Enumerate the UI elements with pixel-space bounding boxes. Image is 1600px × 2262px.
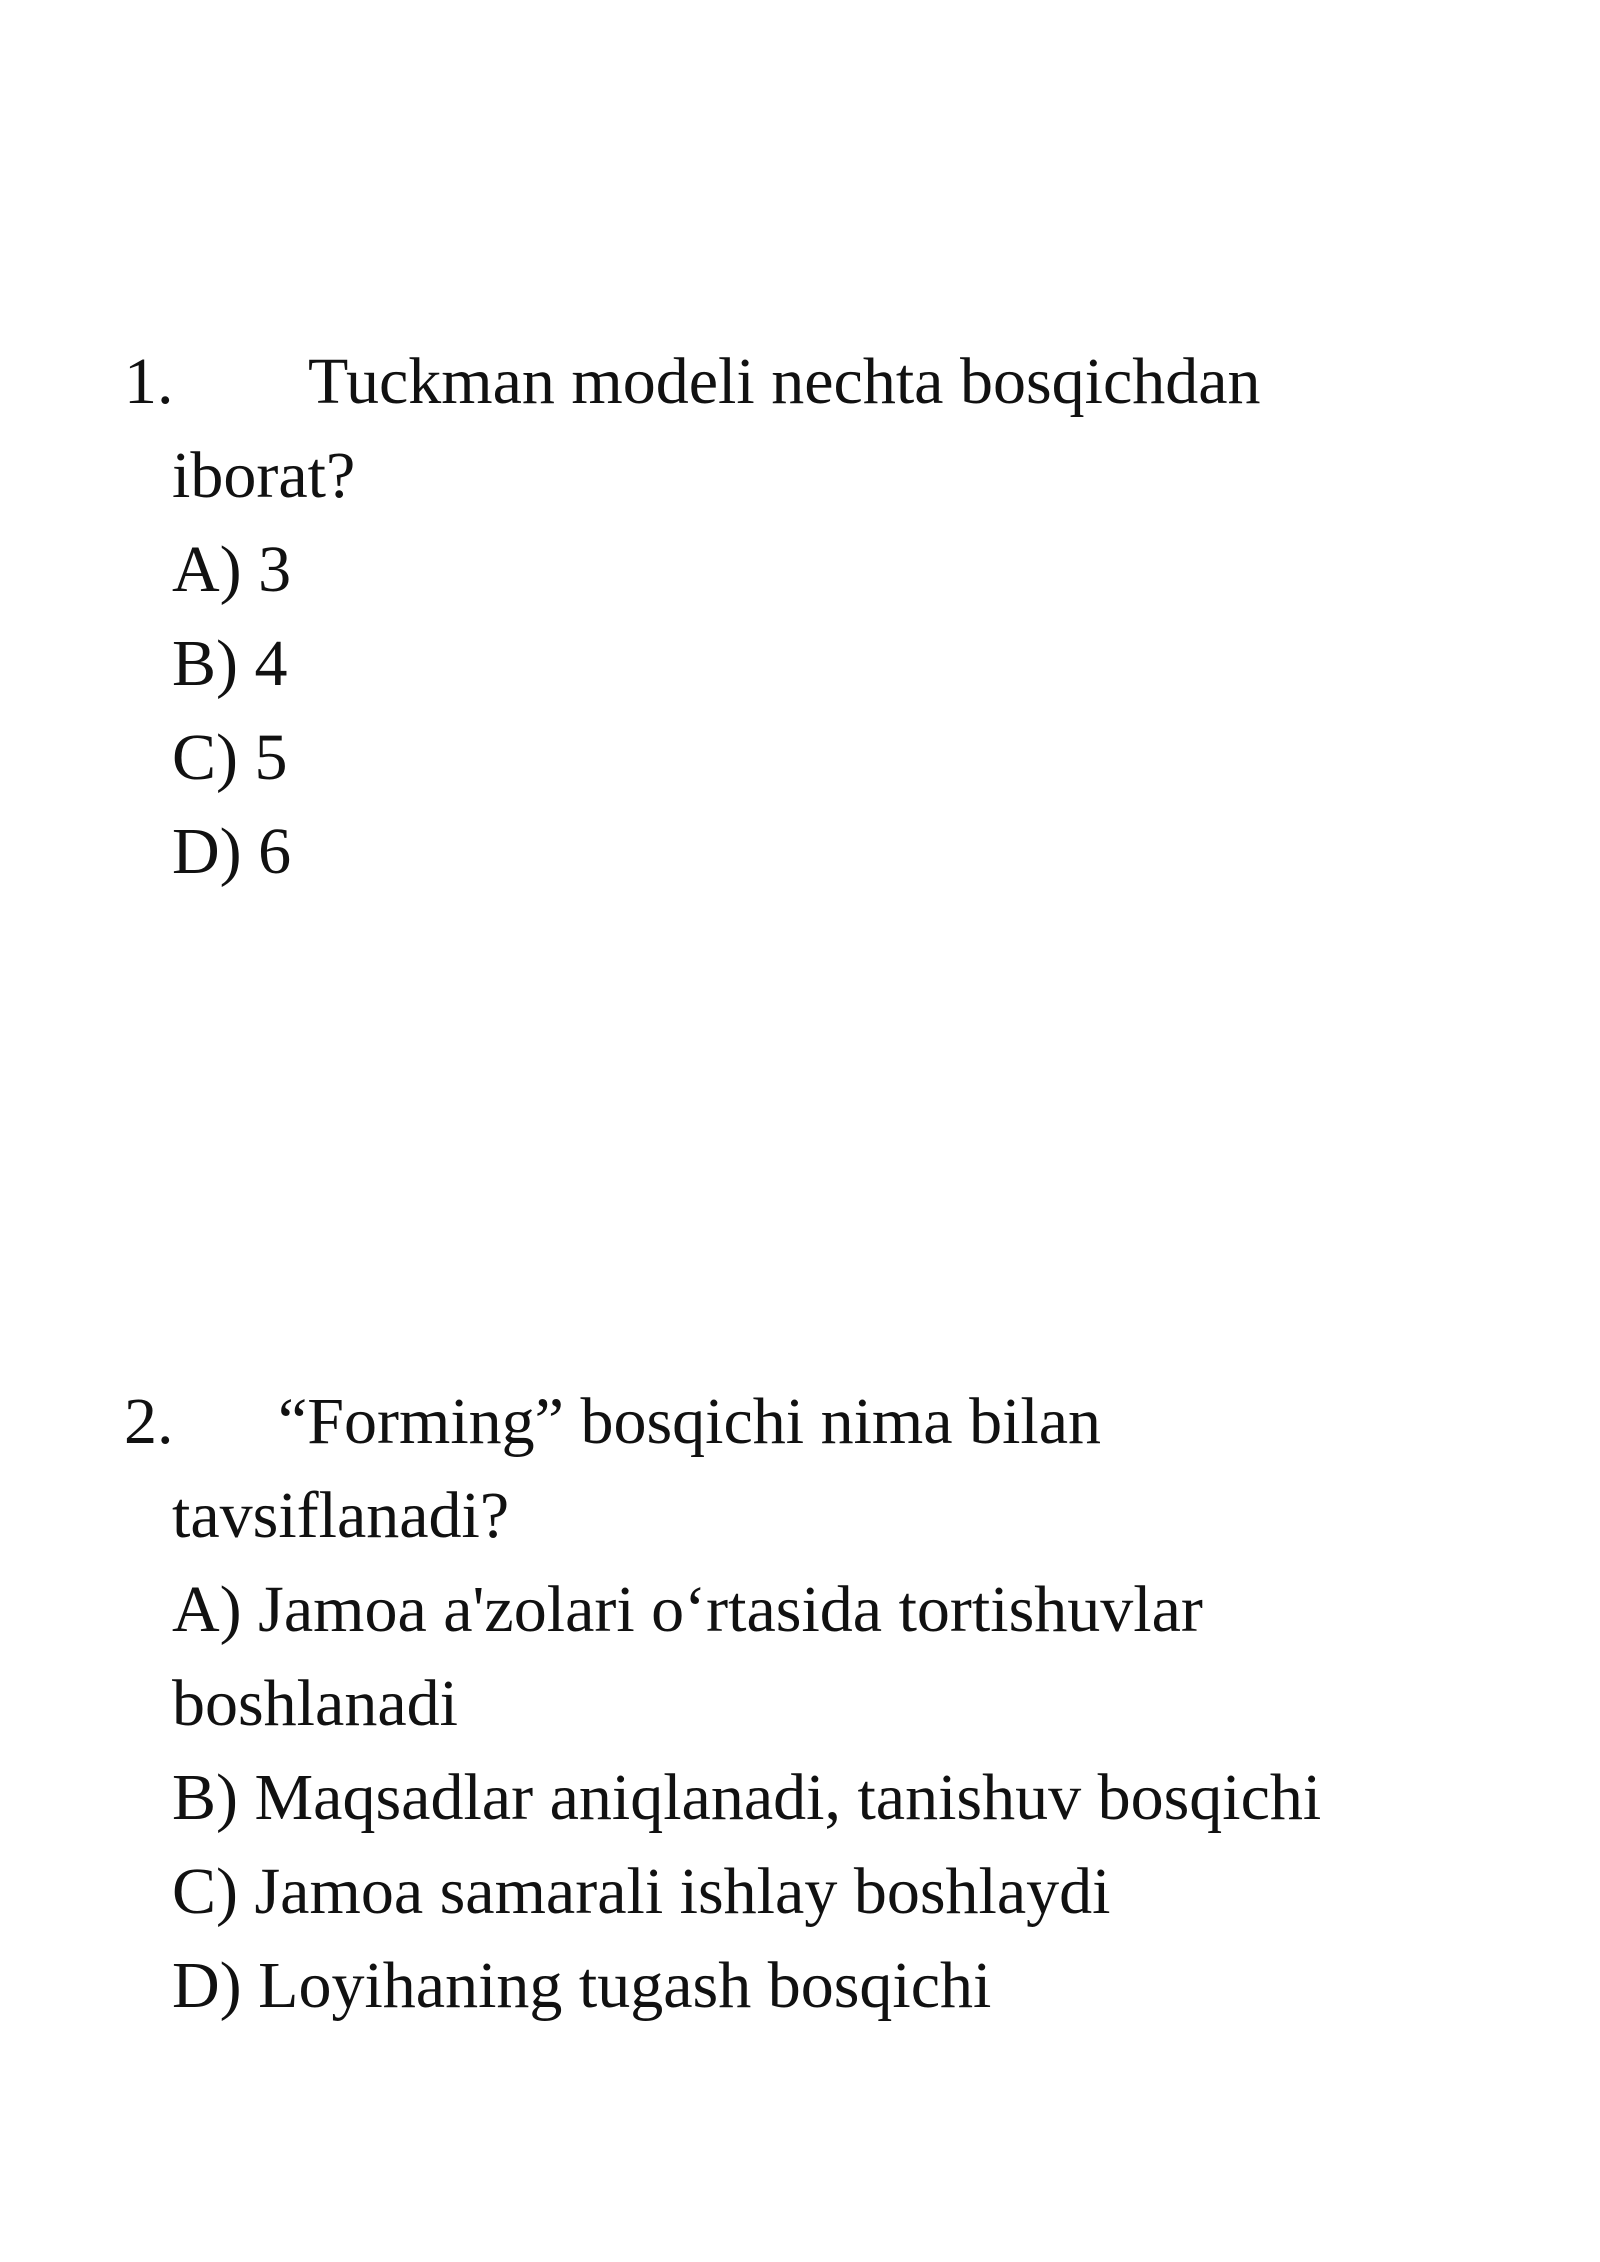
- answer-option-d: D) Loyihaning tugash bosqichi: [172, 1949, 992, 2022]
- question-number: 1.: [124, 345, 174, 418]
- answer-option-c: C) 5: [172, 721, 288, 794]
- question-text-line-1: “Forming” bosqichi nima bilan: [278, 1385, 1102, 1458]
- answer-option-a: A) 3: [172, 533, 292, 606]
- answer-option-b: B) 4: [172, 627, 288, 700]
- answer-option-c: C) Jamoa samarali ishlay boshlaydi: [172, 1855, 1111, 1928]
- answer-option-d: D) 6: [172, 815, 292, 888]
- question-number: 2.: [124, 1385, 174, 1458]
- answer-option-a-continued: boshlanadi: [172, 1667, 458, 1740]
- answer-option-a: A) Jamoa a'zolari o‘rtasida tortishuvlar: [172, 1573, 1203, 1646]
- question-text-line-1: Tuckman modeli nechta bosqichdan: [308, 345, 1261, 418]
- answer-option-b: B) Maqsadlar aniqlanadi, tanishuv bosqichi: [172, 1761, 1322, 1834]
- question-text-line-2: tavsiflanadi?: [172, 1479, 510, 1552]
- question-text-line-2: iborat?: [172, 439, 356, 512]
